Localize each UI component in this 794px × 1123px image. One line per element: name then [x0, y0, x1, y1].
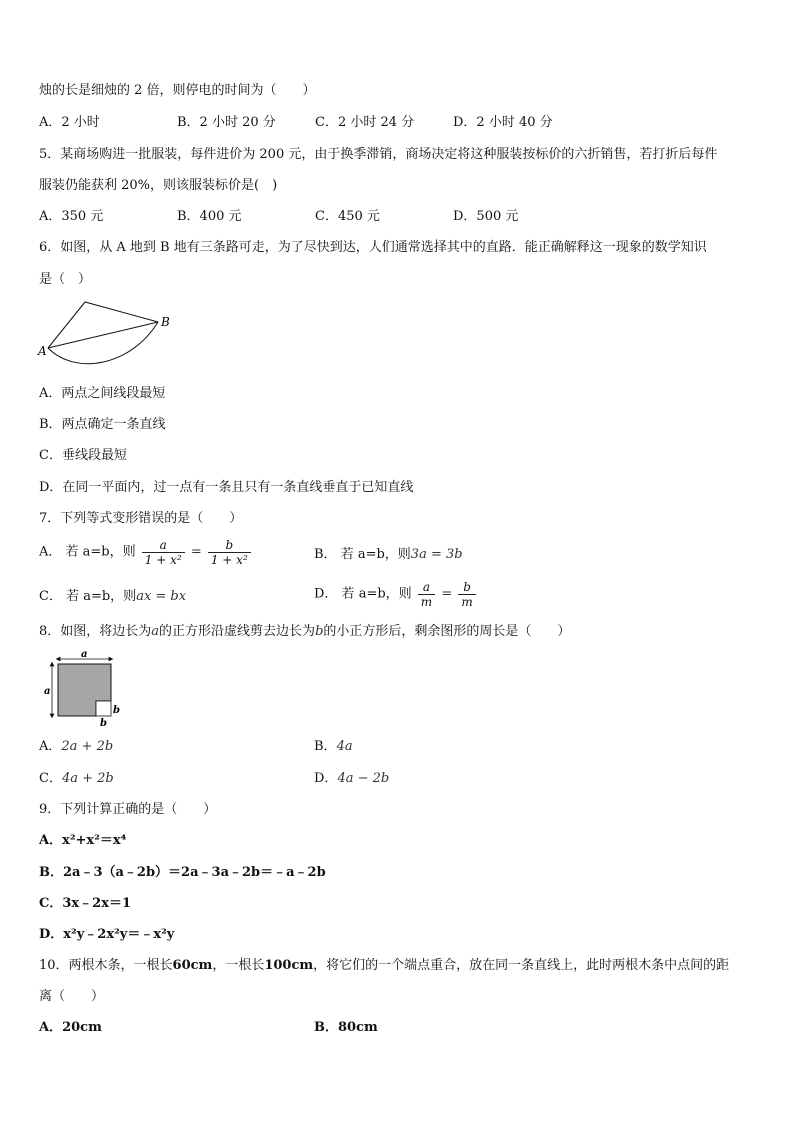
q7-a-den-left: 1 + x² — [144, 553, 182, 567]
q7-d-num-left: a — [418, 580, 435, 595]
q7-a-prefix: A． 若 a=b，则 — [39, 544, 136, 560]
q8-stem-part3: 的小正方形后，剩余图形的周长是（ ） — [323, 624, 571, 639]
q7-a-frac-right — [208, 538, 251, 567]
q8-b-label: B． — [314, 739, 337, 754]
q9-option-b: B．2a﹣3（a﹣2b）＝2a﹣3a﹣2b＝﹣a﹣2b — [39, 865, 326, 880]
q8-var-b: b — [315, 624, 324, 639]
q7-d-den-right: m — [461, 595, 473, 609]
q7-a-num-left: a — [142, 538, 185, 553]
q5-stem-line1: 5．某商场购进一批服装，每件进价为 200 元，由于换季滞销，商场决定将这种服装按标价的六折销售，若打折后每件 — [39, 147, 718, 162]
q8-d-expr: 4a − 2b — [337, 771, 390, 786]
q5-option-c: C．450 元 — [315, 209, 380, 224]
q5-option-a: A．350 元 — [39, 209, 104, 224]
q8-option-d — [314, 770, 389, 788]
q4-stem-continuation: 烛的长是细烛的 2 倍，则停电的时间为（ ） — [39, 83, 316, 98]
q5-option-d: D．500 元 — [453, 209, 519, 224]
q10-stem-part1: 10．两根木条，一根长 — [39, 958, 173, 973]
q7-d-prefix: D． 若 a=b，则 — [314, 586, 412, 602]
q10-option-a: A．20cm — [39, 1020, 102, 1035]
q8-var-a: a — [151, 624, 160, 639]
q7-c-expr: ax = bx — [136, 589, 187, 604]
q4-option-b: B．2 小时 20 分 — [177, 115, 276, 130]
q10-length-2: 100cm — [264, 958, 314, 973]
q7-option-a — [39, 538, 253, 567]
q4-option-c: C．2 小时 24 分 — [315, 115, 415, 130]
q7-a-equals: = — [190, 544, 202, 560]
q5-stem-line2: 服装仍能获利 20%，则该服装标价是( ) — [39, 178, 278, 193]
q7-d-frac-left — [418, 580, 435, 609]
q6-option-d: D．在同一平面内，过一点有一条且只有一条直线垂直于已知直线 — [39, 480, 414, 495]
q10-length-1: 60cm — [172, 958, 213, 973]
q7-a-frac-left — [142, 538, 185, 567]
q8-fig-label-right-b: b — [113, 705, 120, 716]
q7-stem: 7．下列等式变形错误的是（ ） — [39, 511, 243, 526]
q6-option-a: A．两点之间线段最短 — [39, 386, 166, 401]
q9-option-d: D．x²y﹣2x²y＝﹣x²y — [39, 927, 175, 942]
q10-stem-part2: ，一根长 — [212, 958, 265, 973]
q7-b-expr: 3a = 3b — [410, 547, 463, 562]
q7-c-prefix: C． 若 a=b，则 — [39, 589, 137, 604]
q7-option-d — [314, 580, 478, 609]
q8-square-figure — [42, 648, 132, 730]
q7-d-equals: = — [441, 586, 453, 602]
q8-d-label: D． — [314, 771, 338, 786]
q6-stem-line2: 是（ ） — [39, 272, 92, 287]
q8-stem — [39, 623, 570, 641]
q8-stem-part2: 的正方形沿虚线剪去边长为 — [159, 624, 316, 639]
q8-c-label: C． — [39, 771, 62, 786]
q6-stem-line1: 6．如图，从 A 地到 B 地有三条路可走，为了尽快到达，人们通常选择其中的直路．能正确解释这一现象的数学知识 — [39, 240, 707, 255]
q6-label-b: B — [161, 315, 170, 329]
q8-option-b — [314, 738, 353, 756]
q7-option-c — [39, 588, 186, 606]
q6-straight-path — [48, 322, 158, 348]
q6-label-a: A — [38, 344, 47, 358]
q8-fig-label-bottom-b: b — [100, 718, 107, 729]
q6-option-b: B．两点确定一条直线 — [39, 417, 166, 432]
q9-option-a: A．x²+x²＝x⁴ — [39, 833, 127, 848]
q8-a-label: A． — [39, 739, 62, 754]
q10-stem-line2: 离（ ） — [39, 989, 105, 1004]
q10-stem-line1 — [39, 957, 729, 975]
q7-option-b — [314, 546, 463, 564]
q8-stem-part1: 8．如图，将边长为 — [39, 624, 152, 639]
q8-c-expr: 4a + 2b — [61, 771, 114, 786]
q8-fig-label-top-a: a — [81, 649, 88, 660]
q7-b-prefix: B． 若 a=b，则 — [314, 547, 411, 562]
q5-option-b: B．400 元 — [177, 209, 242, 224]
q7-a-num-right: b — [208, 538, 251, 553]
q8-b-expr: 4a — [336, 739, 353, 754]
q10-stem-part3: ，将它们的一个端点重合，放在同一条直线上，此时两根木条中点间的距 — [313, 958, 730, 973]
q9-option-c: C．3x﹣2x＝1 — [39, 896, 131, 911]
q7-d-num-right: b — [458, 580, 475, 595]
q4-option-d: D．2 小时 40 分 — [453, 115, 553, 130]
q6-option-c: C．垂线段最短 — [39, 448, 127, 463]
q6-route-figure — [36, 296, 186, 366]
q8-fig-label-left-a: a — [44, 686, 51, 697]
q7-a-den-right: 1 + x² — [210, 553, 248, 567]
q8-option-c — [39, 770, 114, 788]
q8-cut-square — [96, 701, 111, 716]
q9-stem: 9．下列计算正确的是（ ） — [39, 802, 217, 817]
q8-option-a — [39, 738, 113, 756]
q8-a-expr: 2a + 2b — [61, 739, 114, 754]
q4-option-a: A．2 小时 — [39, 115, 100, 130]
q10-option-b: B．80cm — [314, 1020, 378, 1035]
q7-d-frac-right — [458, 580, 475, 609]
q7-d-den-left: m — [420, 595, 433, 609]
q6-broken-path — [48, 302, 158, 348]
